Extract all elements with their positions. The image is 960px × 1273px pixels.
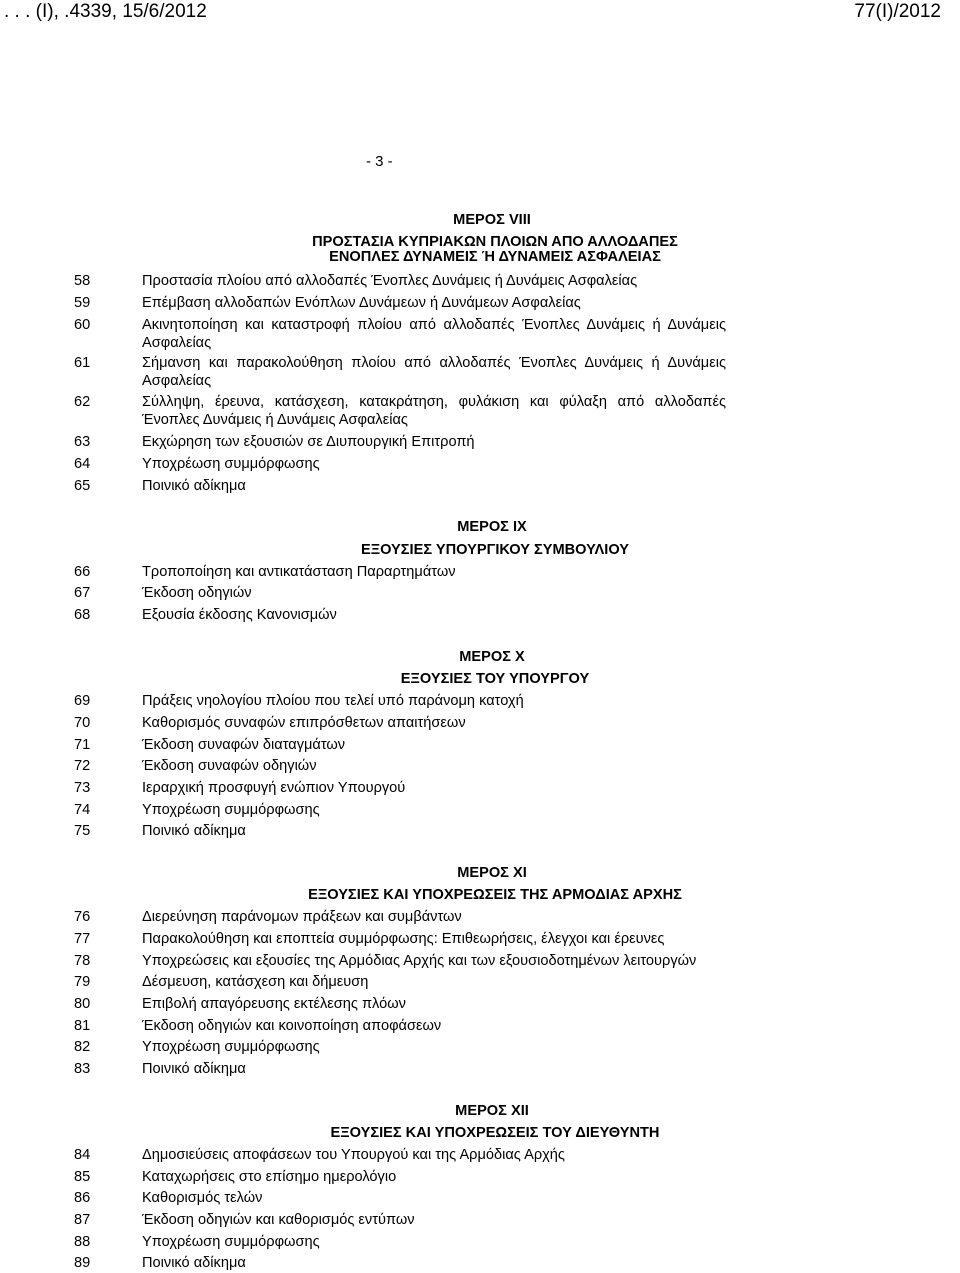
section-title: Έκδοση οδηγιών και καθορισμός εντύπων — [142, 1212, 415, 1228]
section-title: Ποινικό αδίκημα — [142, 823, 246, 839]
section-number: 77 — [74, 931, 91, 947]
section-title: Ιεραρχική προσφυγή ενώπιον Υπουργού — [142, 780, 406, 796]
part-title-line: ΕΞΟΥΣΙΕΣ ΚΑΙ ΥΠΟΧΡΕΩΣΕΙΣ ΤΟΥ ΔΙΕΥΘΥΝΤΗ — [330, 1125, 660, 1141]
section-number: 68 — [74, 607, 91, 623]
part-title-line: ΕΞΟΥΣΙΕΣ ΤΟΥ ΥΠΟΥΡΓΟΥ — [400, 671, 590, 687]
section-title: Ακινητοποίηση και καταστροφή πλοίου από αλλοδαπές Ένοπλες Δυνάμεις ή Δυνάμεις Ασφαλείας — [142, 317, 726, 351]
section-title: Έκδοση οδηγιών — [142, 585, 252, 601]
section-title: Έκδοση συναφών διαταγμάτων — [142, 737, 346, 753]
section-title: Υποχρέωση συμμόρφωσης — [142, 1234, 320, 1250]
part-title-line: ΕΞΟΥΣΙΕΣ ΚΑΙ ΥΠΟΧΡΕΩΣΕΙΣ ΤΗΣ ΑΡΜΟΔΙΑΣ ΑΡΧΗΣ — [308, 887, 682, 903]
section-title: Σήμανση και παρακολούθηση πλοίου από αλλοδαπές Ένοπλες Δυνάμεις ή Δυνάμεις Ασφαλείας — [142, 355, 726, 389]
section-number: 64 — [74, 456, 91, 472]
section-title: Επέμβαση αλλοδαπών Ενόπλων Δυνάμεων ή Δυνάμεων Ασφαλείας — [142, 295, 581, 311]
part-heading: ΜΕΡΟΣ ΧΙΙ — [455, 1103, 529, 1119]
section-title: Καταχωρήσεις στο επίσημο ημερολόγιο — [142, 1169, 397, 1185]
part-heading: ΜΕΡΟΣ VIII — [453, 212, 531, 228]
section-title: Ποινικό αδίκημα — [142, 1061, 246, 1077]
section-title: Προστασία πλοίου από αλλοδαπές Ένοπλες Δυνάμεις ή Δυνάμεις Ασφαλείας — [142, 273, 638, 289]
section-number: 75 — [74, 823, 91, 839]
section-title: Εξουσία έκδοσης Κανονισμών — [142, 607, 337, 623]
section-number: 73 — [74, 780, 91, 796]
section-title: Δημοσιεύσεις αποφάσεων του Υπουργού και της Αρμόδιας Αρχής — [142, 1147, 565, 1163]
section-title: Δέσμευση, κατάσχεση και δήμευση — [142, 974, 369, 990]
law-number: 77(Ι)/2012 — [854, 1, 941, 22]
section-title: Υποχρέωση συμμόρφωσης — [142, 802, 320, 818]
section-number: 69 — [74, 693, 91, 709]
section-title: Καθορισμός συναφών επιπρόσθετων απαιτήσεων — [142, 715, 466, 731]
section-title: Εκχώρηση των εξουσιών σε Διυπουργική Επιτροπή — [142, 434, 475, 450]
section-title: Υποχρέωση συμμόρφωσης — [142, 1039, 320, 1055]
section-number: 85 — [74, 1169, 91, 1185]
section-title: Υποχρέωση συμμόρφωσης — [142, 456, 320, 472]
section-number: 65 — [74, 478, 91, 494]
section-title: Τροποποίηση και αντικατάσταση Παραρτημάτων — [142, 564, 456, 580]
section-title: Υποχρεώσεις και εξουσίες της Αρμόδιας Αρχής και των εξουσιοδοτημένων λειτουργών — [142, 953, 697, 969]
part-title-line: ΕΝΟΠΛΕΣ ΔΥΝΑΜΕΙΣ Ή ΔΥΝΑΜΕΙΣ ΑΣΦΑΛΕΙΑΣ — [329, 249, 661, 265]
section-number: 88 — [74, 1234, 91, 1250]
section-number: 83 — [74, 1061, 91, 1077]
section-number: 59 — [74, 295, 91, 311]
section-title: Πράξεις νηολογίου πλοίου που τελεί υπό παράνομη κατοχή — [142, 693, 524, 709]
section-number: 79 — [74, 974, 91, 990]
section-number: 81 — [74, 1018, 91, 1034]
part-heading: ΜΕΡΟΣ ΧΙ — [457, 865, 527, 881]
section-number: 70 — [74, 715, 91, 731]
section-number: 86 — [74, 1190, 91, 1206]
part-heading: ΜΕΡΟΣ Χ — [459, 649, 525, 665]
section-number: 84 — [74, 1147, 91, 1163]
section-number: 66 — [74, 564, 91, 580]
section-title: Σύλληψη, έρευνα, κατάσχεση, κατακράτηση, φυλάκιση και φύλαξη από αλλοδαπές Ένοπλες Δυνάμεις ή Δυνάμεις Ασφαλείας — [142, 394, 726, 428]
section-number: 87 — [74, 1212, 91, 1228]
running-header — [0, 0, 960, 26]
gazette-reference: . . . (Ι), .4339, 15/6/2012 — [4, 1, 207, 22]
section-title: Έκδοση συναφών οδηγιών — [142, 758, 317, 774]
part-heading: ΜΕΡΟΣ ΙΧ — [457, 519, 527, 535]
section-title: Ποινικό αδίκημα — [142, 1255, 246, 1271]
section-number: 89 — [74, 1255, 91, 1271]
part-title-line: ΠΡΟΣΤΑΣΙΑ ΚΥΠΡΙΑΚΩΝ ΠΛΟΙΩΝ ΑΠΟ ΑΛΛΟΔΑΠΕΣ — [312, 234, 678, 250]
section-number: 61 — [74, 355, 91, 371]
part-title-line: ΕΞΟΥΣΙΕΣ ΥΠΟΥΡΓΙΚΟΥ ΣΥΜΒΟΥΛΙΟΥ — [360, 542, 630, 558]
section-number: 62 — [74, 394, 91, 410]
section-title: Καθορισμός τελών — [142, 1190, 263, 1206]
section-number: 82 — [74, 1039, 91, 1055]
section-number: 72 — [74, 758, 91, 774]
section-number: 58 — [74, 273, 91, 289]
section-title: Παρακολούθηση και εποπτεία συμμόρφωσης: Επιθεωρήσεις, έλεγχοι και έρευνες — [142, 931, 665, 947]
section-number: 78 — [74, 953, 91, 969]
page-number: - 3 - — [366, 153, 393, 170]
section-number: 60 — [74, 317, 91, 333]
section-number: 67 — [74, 585, 91, 601]
section-number: 74 — [74, 802, 91, 818]
section-title: Ποινικό αδίκημα — [142, 478, 246, 494]
section-title: Επιβολή απαγόρευσης εκτέλεσης πλόων — [142, 996, 406, 1012]
section-title: Έκδοση οδηγιών και κοινοποίηση αποφάσεων — [142, 1018, 442, 1034]
section-number: 71 — [74, 737, 91, 753]
section-number: 76 — [74, 909, 91, 925]
section-number: 63 — [74, 434, 91, 450]
section-title: Διερεύνηση παράνομων πράξεων και συμβάντων — [142, 909, 462, 925]
section-number: 80 — [74, 996, 91, 1012]
